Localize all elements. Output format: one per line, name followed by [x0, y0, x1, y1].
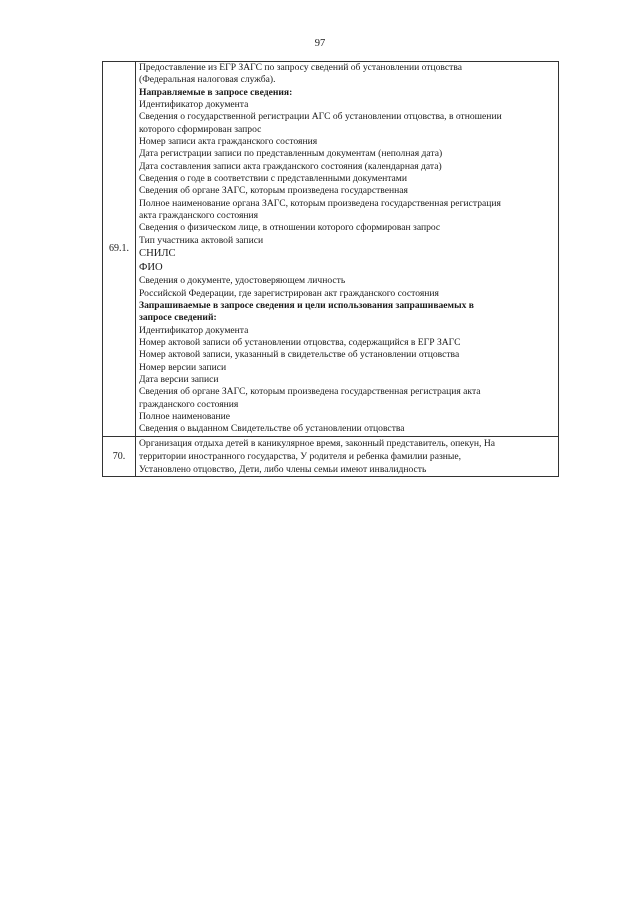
- text-line: Предоставление из ЕГР ЗАГС по запросу сведений об установлении отцовства: [139, 62, 462, 73]
- text-line: Сведения об органе ЗАГС, которым произведена государственная: [139, 185, 408, 197]
- text-line: Российской Федерации, где зарегистрирован акт гражданского состояния: [139, 287, 439, 299]
- text-line: Сведения о документе, удостоверяющем личность: [139, 275, 346, 287]
- text-line: Установлено отцовство, Дети, либо члены семьи имеют инвалидность: [139, 463, 427, 475]
- text-line: Дата версии записи: [139, 373, 219, 385]
- table-row: [103, 436, 559, 476]
- text-line: которого сформирован запрос: [139, 123, 262, 135]
- text-line: Дата составления записи акта гражданского состояния (календарная дата): [139, 160, 442, 172]
- text-line: Дата регистрации записи по представленным документам (неполная дата): [139, 148, 443, 160]
- text-line: Организация отдыха детей в каникулярное время, законный представитель, опекун, На: [139, 437, 496, 449]
- text-line: Номер актовой записи об установлении отцовства, содержащийся в ЕГР ЗАГС: [139, 336, 461, 348]
- section-heading: запросе сведений:: [139, 312, 217, 324]
- text-line: (Федеральная налоговая служба).: [139, 74, 276, 86]
- text-line: Идентификатор документа: [139, 99, 249, 111]
- row-lines: [139, 437, 555, 476]
- text-line: Сведения об органе ЗАГС, которым произведена государственная регистрация акта: [139, 386, 481, 398]
- text-line: Полное наименование: [139, 410, 231, 422]
- row-content: [136, 436, 559, 476]
- text-line: Тип участника актовой записи: [139, 234, 264, 246]
- text-line: гражданского состояния: [139, 398, 239, 410]
- services-table: [102, 61, 559, 477]
- text-line: Полное наименование органа ЗАГС, которым произведена государственная регистрация: [139, 197, 501, 209]
- page-number: 97: [314, 38, 326, 49]
- text-line: Сведения о государственной регистрации АГС об установлении отцовства, в отношении: [139, 111, 502, 123]
- text-line: Сведения о годе в соответствии с представленными документами: [139, 173, 408, 185]
- text-line: Идентификатор документа: [139, 324, 249, 336]
- row-lines: [139, 62, 555, 436]
- row-content: [136, 62, 559, 437]
- text-line: Номер записи акта гражданского состояния: [139, 136, 318, 148]
- text-line: акта гражданского состояния: [139, 210, 259, 222]
- text-line: территории иностранного государства, У родителя и ребенка фамилии разные,: [139, 450, 461, 462]
- row-number: 69.1.: [103, 62, 136, 437]
- text-line: Сведения о выданном Свидетельстве об установлении отцовства: [139, 423, 405, 435]
- text-line: Номер актовой записи, указанный в свидетельстве об установлении отцовства: [139, 349, 460, 361]
- section-heading: Запрашиваемые в запросе сведения и цели использования запрашиваемых в: [139, 299, 474, 311]
- table-row: [103, 62, 559, 437]
- text-line: Сведения о физическом лице, в отношении которого сформирован запрос: [139, 222, 441, 234]
- text-line: СНИЛС: [139, 248, 176, 260]
- text-line: Номер версии записи: [139, 361, 227, 373]
- section-heading: Направляемые в запросе сведения:: [139, 86, 293, 98]
- row-number: 70.: [103, 436, 136, 476]
- text-line: ФИО: [139, 262, 163, 274]
